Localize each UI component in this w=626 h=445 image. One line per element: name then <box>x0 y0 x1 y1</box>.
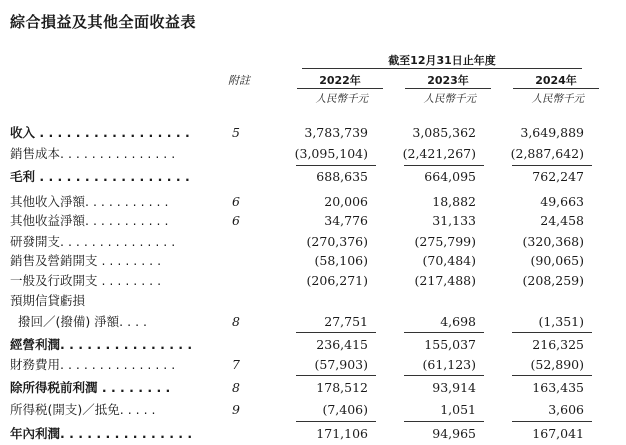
row-value-0: 27,751 <box>324 314 368 329</box>
row-value-1: 3,085,362 <box>412 125 476 140</box>
row-note: 9 <box>232 402 240 417</box>
row-label: 銷售及營銷開支 . . . . . . . . <box>10 253 162 268</box>
table-row <box>0 399 626 420</box>
row-label: 銷售成本. . . . . . . . . . . . . . . <box>10 146 176 161</box>
unit-label-2022: 人民幣千元 <box>315 93 368 105</box>
table-row <box>0 354 626 375</box>
subtotal-rule <box>296 421 376 422</box>
row-value-2: (2,887,642) <box>510 146 584 161</box>
statement-title: 綜合損益及其他全面收益表 <box>10 13 197 31</box>
table-row <box>0 290 626 311</box>
table-row <box>0 423 626 444</box>
row-label: 經營利潤. . . . . . . . . . . . . . . <box>10 337 193 352</box>
row-label: 撥回／(撥備) 淨額. . . . <box>10 314 147 329</box>
subtotal-rule <box>296 375 376 376</box>
row-value-2: (320,368) <box>522 234 584 249</box>
row-value-0: 236,415 <box>316 337 368 352</box>
table-row <box>0 377 626 398</box>
row-value-1: 664,095 <box>424 169 476 184</box>
row-value-0: (57,903) <box>314 357 368 372</box>
row-label: 財務費用. . . . . . . . . . . . . . . <box>10 357 176 372</box>
year-header-2023: 2023年 <box>427 74 469 87</box>
row-value-1: 1,051 <box>440 402 476 417</box>
row-value-1: 4,698 <box>440 314 476 329</box>
year-underline-2022 <box>297 88 383 89</box>
row-note: 8 <box>232 380 240 395</box>
row-label: 一般及行政開支 . . . . . . . . <box>10 273 162 288</box>
row-value-2: 163,435 <box>532 380 584 395</box>
year-underline-2024 <box>513 88 599 89</box>
row-value-1: 18,882 <box>432 194 476 209</box>
row-label: 年內利潤. . . . . . . . . . . . . . . <box>10 426 193 441</box>
row-note: 7 <box>232 357 240 372</box>
table-row <box>0 250 626 271</box>
row-value-0: (7,406) <box>322 402 368 417</box>
subtotal-rule <box>296 332 376 333</box>
table-row <box>0 166 626 187</box>
row-value-2: 49,663 <box>540 194 584 209</box>
row-label: 研發開支. . . . . . . . . . . . . . . <box>10 234 176 249</box>
row-label: 預期信貸虧損 <box>10 293 86 308</box>
subtotal-rule <box>404 165 484 166</box>
row-value-1: 94,965 <box>432 426 476 441</box>
row-value-2: (90,065) <box>530 253 584 268</box>
row-value-0: 688,635 <box>316 169 368 184</box>
period-header: 截至12月31日止年度 <box>388 54 496 67</box>
row-value-2: (208,259) <box>522 273 584 288</box>
row-label: 其他收入淨額. . . . . . . . . . . <box>10 194 169 209</box>
table-row <box>0 210 626 231</box>
row-value-1: (275,799) <box>414 234 476 249</box>
subtotal-rule <box>512 421 592 422</box>
row-value-2: (52,890) <box>530 357 584 372</box>
unit-label-2023: 人民幣千元 <box>423 93 476 105</box>
row-value-1: 31,133 <box>432 213 476 228</box>
table-row <box>0 122 626 143</box>
table-row <box>0 191 626 212</box>
row-label: 所得税(開支)／抵免. . . . . <box>10 402 156 417</box>
row-value-2: 762,247 <box>532 169 584 184</box>
table-row <box>0 334 626 355</box>
year-underline-2023 <box>405 88 491 89</box>
subtotal-rule <box>512 332 592 333</box>
row-value-2: 167,041 <box>532 426 584 441</box>
row-label: 除所得税前利潤 . . . . . . . . <box>10 380 171 395</box>
row-value-0: 34,776 <box>324 213 368 228</box>
row-note: 8 <box>232 314 240 329</box>
table-row <box>0 143 626 164</box>
row-value-1: 93,914 <box>432 380 476 395</box>
row-value-2: 3,649,889 <box>520 125 584 140</box>
row-value-0: 20,006 <box>324 194 368 209</box>
note-column-header: 附註 <box>228 74 250 87</box>
row-value-2: 24,458 <box>540 213 584 228</box>
row-value-0: (3,095,104) <box>294 146 368 161</box>
row-value-1: (61,123) <box>422 357 476 372</box>
subtotal-rule <box>404 332 484 333</box>
year-header-2024: 2024年 <box>535 74 577 87</box>
row-value-2: 3,606 <box>548 402 584 417</box>
subtotal-rule <box>296 165 376 166</box>
row-note: 5 <box>232 125 240 140</box>
row-value-1: (217,488) <box>414 273 476 288</box>
row-note: 6 <box>232 194 240 209</box>
row-value-1: 155,037 <box>424 337 476 352</box>
row-label: 收入 . . . . . . . . . . . . . . . . . <box>10 125 190 140</box>
subtotal-rule <box>404 375 484 376</box>
row-value-2: (1,351) <box>538 314 584 329</box>
row-label: 毛利 . . . . . . . . . . . . . . . . . <box>10 169 190 184</box>
year-header-2022: 2022年 <box>319 74 361 87</box>
subtotal-rule <box>512 165 592 166</box>
table-row <box>0 311 626 332</box>
unit-label-2024: 人民幣千元 <box>531 93 584 105</box>
row-value-0: 3,783,739 <box>304 125 368 140</box>
row-note: 6 <box>232 213 240 228</box>
subtotal-rule <box>404 421 484 422</box>
row-value-1: (70,484) <box>422 253 476 268</box>
row-value-0: (270,376) <box>306 234 368 249</box>
row-value-0: (206,271) <box>306 273 368 288</box>
row-label: 其他收益淨額. . . . . . . . . . . <box>10 213 169 228</box>
row-value-0: (58,106) <box>314 253 368 268</box>
subtotal-rule <box>512 375 592 376</box>
row-value-0: 178,512 <box>316 380 368 395</box>
row-value-0: 171,106 <box>316 426 368 441</box>
table-row <box>0 231 626 252</box>
row-value-2: 216,325 <box>532 337 584 352</box>
period-underline <box>302 68 582 69</box>
table-row <box>0 270 626 291</box>
row-value-1: (2,421,267) <box>402 146 476 161</box>
